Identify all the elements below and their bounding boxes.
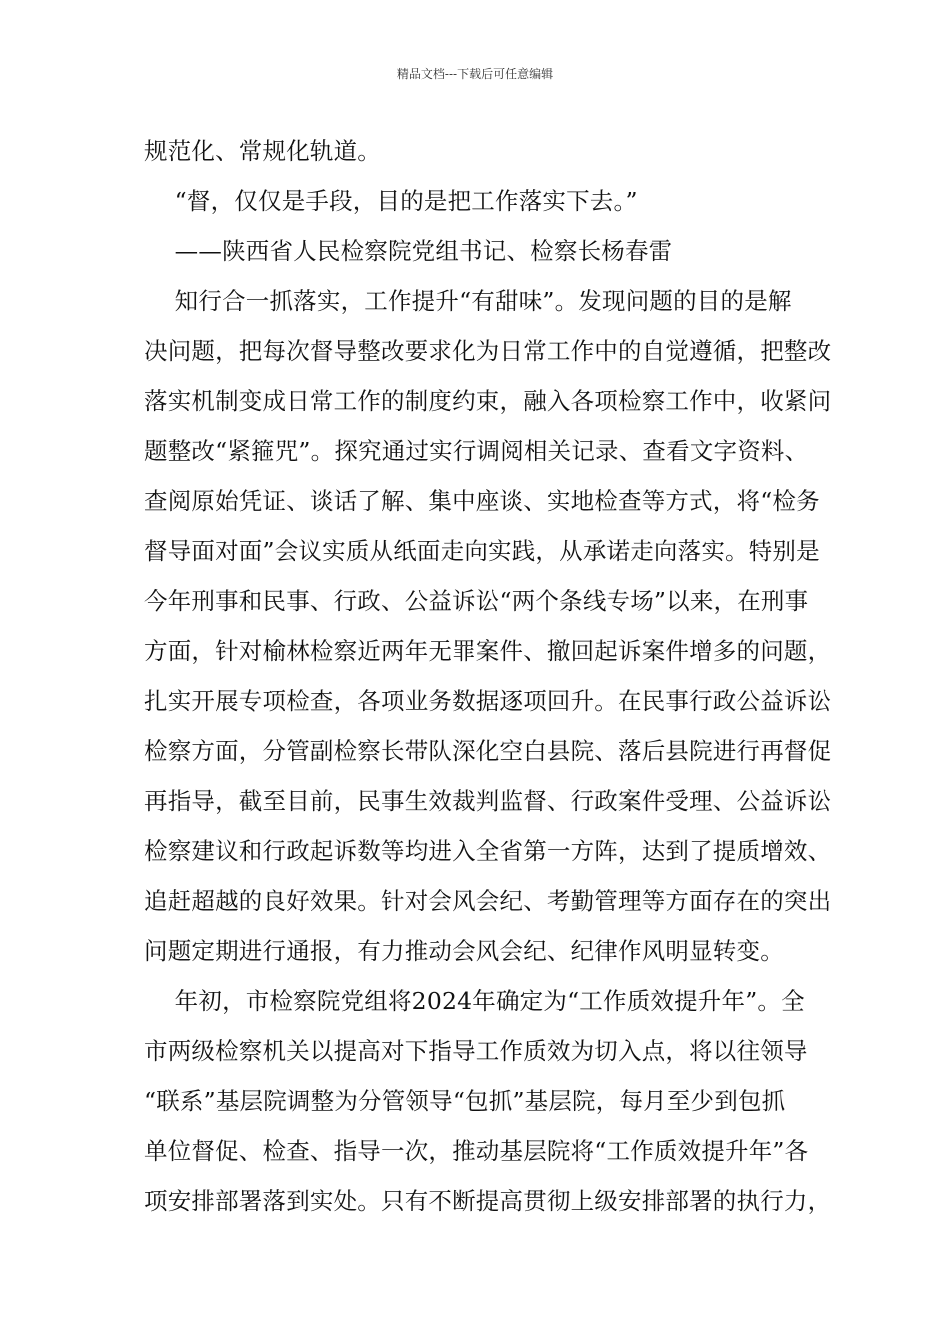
text-line: 再指导，截至目前，民事生效裁判监督、行政案件受理、公益诉讼 (144, 787, 832, 815)
text-line: 规范化、常规化轨道。 (144, 137, 381, 165)
text-line: 市两级检察机关以提高对下指导工作质效为切入点，将以往领导 (144, 1037, 808, 1065)
text-line: 项安排部署落到实处。只有不断提高贯彻上级安排部署的执行力， (144, 1187, 832, 1215)
text-line: 方面，针对榆林检察近两年无罪案件、撤回起诉案件增多的问题， (144, 637, 832, 665)
text-line: 今年刑事和民事、行政、公益诉讼“两个条线专场”以来，在刑事 (144, 587, 809, 615)
text-line: 知行合一抓落实，工作提升“有甜味”。发现问题的目的是解 (144, 287, 792, 315)
page-header: 精品文档---下载后可任意编辑 (396, 67, 554, 81)
text-line: “联系”基层院调整为分管领导“包抓”基层院，每月至少到包抓 (144, 1087, 786, 1115)
text-line: 问题定期进行通报，有力推动会风会纪、纪律作风明显转变。 (144, 937, 784, 965)
text-line: 督导面对面”会议实质从纸面走向实践，从承诺走向落实。特别是 (144, 537, 820, 565)
text-line: 检察建议和行政起诉数等均进入全省第一方阵，达到了提质增效、 (144, 837, 832, 865)
text-line: 落实机制变成日常工作的制度约束，融入各项检察工作中，收紧问 (144, 387, 832, 415)
text-line: 决问题，把每次督导整改要求化为日常工作中的自觉遵循，把整改 (144, 337, 832, 365)
text-line: 年初，市检察院党组将2024年确定为“工作质效提升年”。全 (144, 987, 805, 1015)
text-line: 扎实开展专项检查，各项业务数据逐项回升。在民事行政公益诉讼 (144, 687, 832, 715)
quote-line: “督，仅仅是手段，目的是把工作落实下去。” (144, 187, 638, 215)
text-line: 题整改“紧箍咒”。探究通过实行调阅相关记录、查看文字资料、 (144, 437, 809, 465)
text-line: 查阅原始凭证、谈话了解、集中座谈、实地检查等方式，将“检务 (144, 487, 820, 515)
text-line: 检察方面，分管副检察长带队深化空白县院、落后县院进行再督促 (144, 737, 832, 765)
text-line: 追赶超越的良好效果。针对会风会纪、考勤管理等方面存在的突出 (144, 887, 832, 915)
attribution-line: ——陕西省人民检察院党组书记、检察长杨春雷 (144, 237, 673, 265)
text-line: 单位督促、检查、指导一次，推动基层院将“工作质效提升年”各 (144, 1137, 809, 1165)
